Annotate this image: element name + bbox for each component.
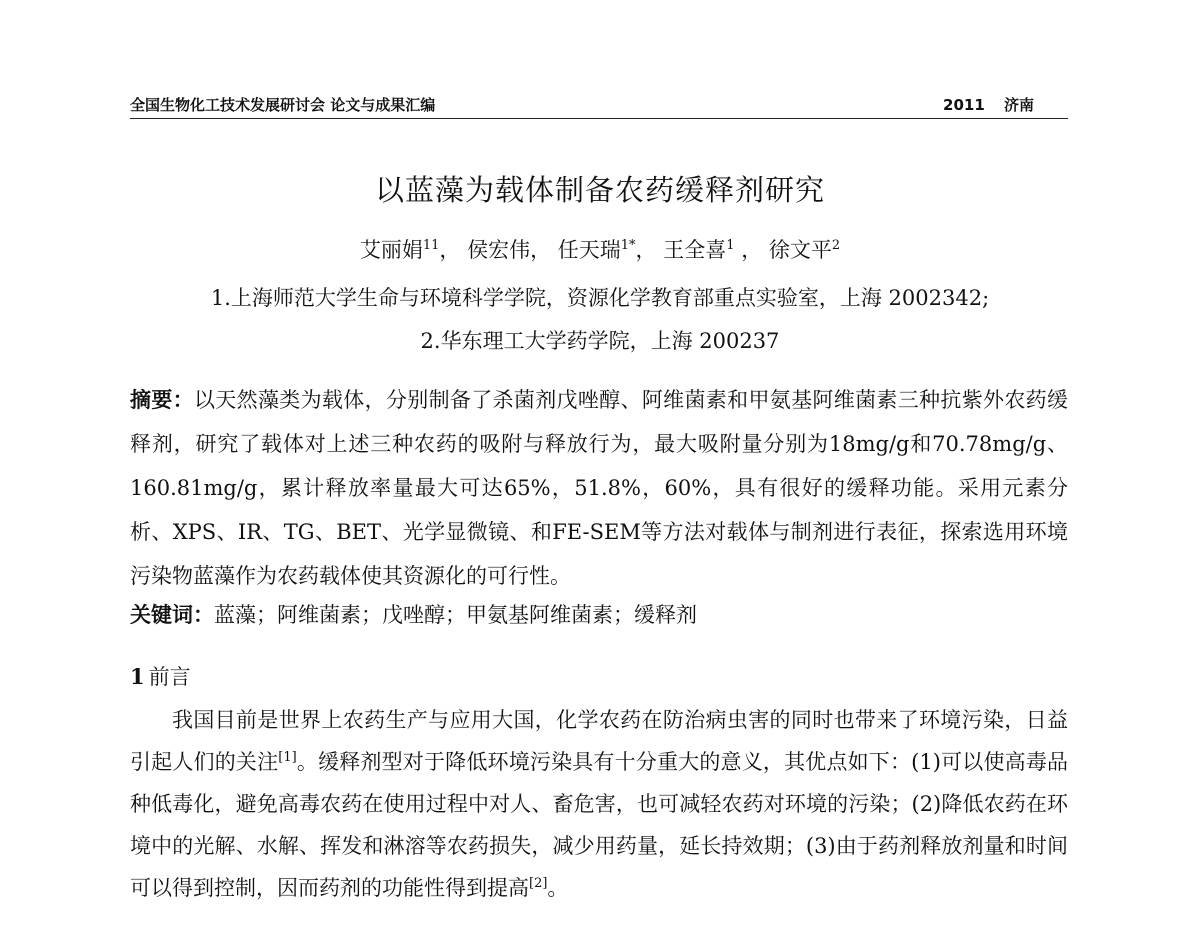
paper-title: 以蓝藻为载体制备农药缓释剂研究 [374,173,825,207]
author-affil-mark: 1 [726,238,735,253]
keywords [130,599,1068,629]
author-affil-mark: 2 [831,238,841,253]
author-list: 艾丽娟$^{11}$， 侯宏伟， 任天瑞$^{1*}$， 王全喜$^1$ ， 徐文平$^2$ [359,238,841,262]
body-text-part: 。缓释剂型对于降低环境污染具有十分重大的意义，其优点如下：(1)可以使高毒品种低毒化，避免高毒农药在使用过程中对人、畜危害，也可减轻农药对环境的污染；(2)降低农药在环境中的光解、水解、挥发和淋溶等农药损失，减少用药量，延长持效期；(3)由于药剂释放剂量和时间可以得到控制，因而药剂的功能性得到提高 [130,750,1069,900]
abstract-text: 以天然藻类为载体，分别制备了杀菌剂戊唑醇、阿维菌素和甲氨基阿维菌素三种抗紫外农药缓释剂，研究了载体对上述三种农药的吸附与释放行为，最大吸附量分别为18mg/g和70.78mg/g、160.81mg/g，累计释放率量最大可达65%，51.8%，60%，具有很好的缓释功能。采用元素分析、XPS、IR、TG、BET、光学显微镜、和FE-SEM等方法对载体与制剂进行表征，探索选用环境污染物蓝藻作为农药载体使其资源化的可行性。 [130,388,1069,588]
section-number: 1 [130,664,145,689]
author-name: 王全喜 [663,238,727,262]
section-title: 前言 [148,665,191,689]
citation-ref: [2] [529,876,548,891]
author-name: 艾丽娟 [359,238,423,262]
keywords-label: 关键词： [130,603,214,627]
author-affil-mark: 11 [422,238,440,253]
body-text-part: 。 [547,876,569,900]
author-name: 侯宏伟 [467,238,531,262]
author-affil-mark: 1* [620,238,636,253]
affiliation-1: 1.上海师范大学生命与环境科学学院，资源化学教育部重点实验室，上海 2002342; [210,286,990,310]
header-conference: 全国生物化工技术发展研讨会 论文与成果汇编 [130,96,436,114]
abstract [130,378,1068,598]
body-text-part: 我国目前是世界上农药生产与应用大国，化学农药在防治病虫害的同时也带来了环境污染，日益引起人们的关注 [130,708,1068,774]
running-header [130,92,1068,119]
abstract-label: 摘要： [130,388,194,412]
section-heading [130,661,191,691]
author-name: 任天瑞 [557,238,621,262]
body-paragraph [130,699,1068,909]
affiliation-2: 2.华东理工大学药学院，上海 200237 [420,329,780,353]
keywords-text: 蓝藻；阿维菌素；戊唑醇；甲氨基阿维菌素；缓释剂 [214,603,697,627]
citation-ref: [1] [278,750,297,765]
header-year-location: 2011 济南 [943,96,1034,114]
author-name: 徐文平 [768,238,832,262]
